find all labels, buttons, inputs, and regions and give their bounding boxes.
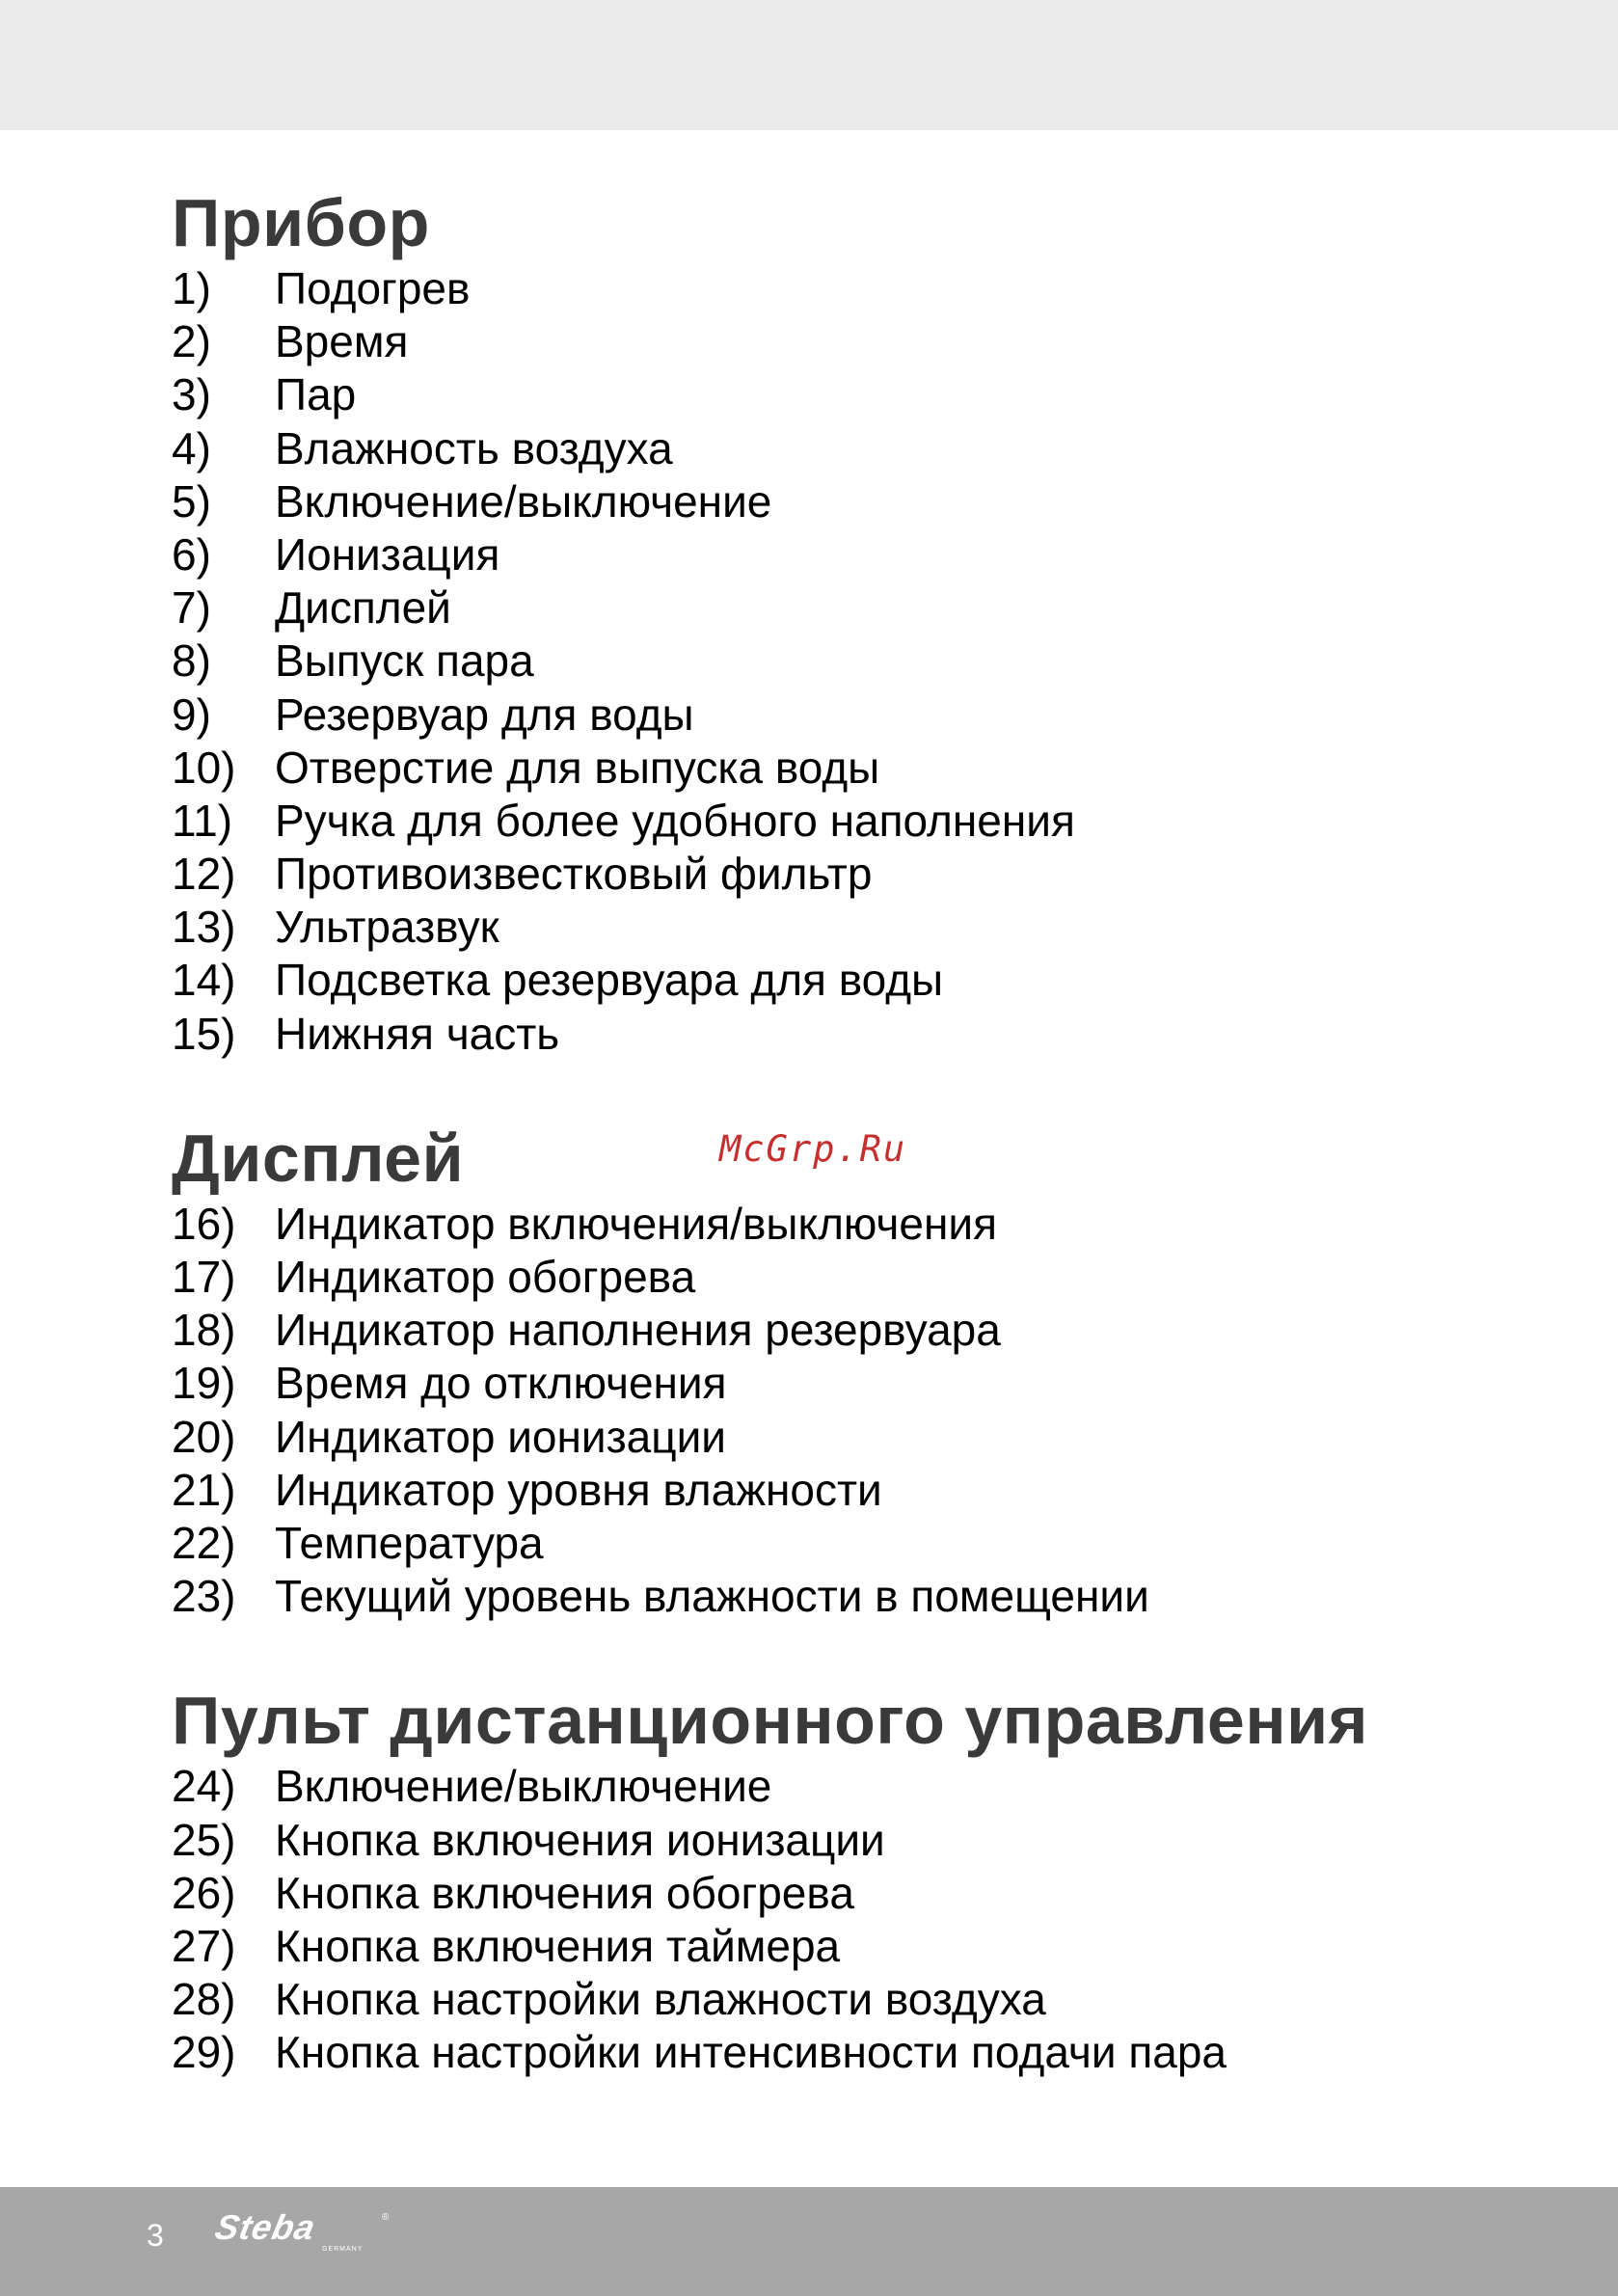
list-item (172, 742, 1541, 795)
item-number: 24) (172, 1761, 236, 1812)
list-item (172, 315, 1541, 368)
item-number: 28) (172, 1974, 236, 2025)
item-label: Влажность воздуха (275, 422, 673, 473)
list-item (172, 1920, 1541, 1973)
item-label: Резервуар для воды (275, 689, 694, 740)
logo-wordmark: Steba (211, 2207, 320, 2247)
list-item (172, 1357, 1541, 1410)
item-label: Включение/выключение (275, 475, 772, 527)
item-label: Время до отключения (275, 1358, 727, 1409)
list-item (172, 1008, 1541, 1061)
section-spacer (172, 1061, 1541, 1119)
item-label: Отверстие для выпуска воды (275, 742, 880, 793)
item-number: 20) (172, 1411, 236, 1462)
item-number: 22) (172, 1517, 236, 1568)
item-label: Время (275, 316, 409, 367)
footer-band (0, 2187, 1618, 2296)
registered-mark: ® (382, 2212, 390, 2223)
list-item (172, 1570, 1541, 1623)
item-number: 5) (172, 475, 211, 527)
section-title: Пульт дистанционного управления (172, 1683, 1369, 1759)
section-title: Прибор (172, 185, 430, 260)
item-number: 9) (172, 689, 211, 740)
item-label: Нижняя часть (275, 1008, 560, 1059)
item-label: Подогрев (275, 263, 471, 313)
item-number: 18) (172, 1305, 236, 1356)
item-number: 7) (172, 582, 211, 634)
list-item (172, 1867, 1541, 1920)
item-number: 29) (172, 2027, 236, 2078)
list-item (172, 1304, 1541, 1357)
item-label: Ионизация (275, 528, 500, 580)
item-number: 13) (172, 902, 236, 953)
list-item (172, 2026, 1541, 2079)
item-label: Ультразвук (275, 902, 499, 953)
item-label: Текущий уровень влажности в помещении (275, 1571, 1149, 1622)
list-item (172, 635, 1541, 688)
item-label: Индикатор ионизации (275, 1411, 726, 1462)
list-item (172, 422, 1541, 475)
item-label: Включение/выключение (275, 1761, 772, 1812)
section-device (172, 183, 1541, 1061)
list-item (172, 528, 1541, 581)
item-number: 15) (172, 1008, 236, 1059)
list-item (172, 475, 1541, 528)
section-remote-control (172, 1681, 1541, 2079)
remote-buttons-list (172, 1760, 1541, 2079)
item-number: 1) (172, 263, 211, 313)
list-item (172, 848, 1541, 901)
item-label: Кнопка включения ионизации (275, 1814, 885, 1865)
item-number: 23) (172, 1571, 236, 1622)
item-label: Противоизвестковый фильтр (275, 849, 873, 900)
list-item (172, 689, 1541, 742)
list-item (172, 1973, 1541, 2026)
list-item (172, 1517, 1541, 1570)
item-label: Индикатор обогрева (275, 1252, 696, 1302)
list-item (172, 1760, 1541, 1813)
section-display (172, 1119, 1541, 1624)
list-item (172, 1411, 1541, 1464)
list-item (172, 901, 1541, 954)
item-number: 12) (172, 849, 236, 900)
item-label: Дисплей (275, 582, 451, 634)
item-label: Индикатор наполнения резервуара (275, 1305, 1001, 1356)
list-item (172, 1251, 1541, 1304)
list-item (172, 368, 1541, 421)
item-number: 4) (172, 422, 211, 473)
item-label: Индикатор включения/выключения (275, 1198, 997, 1249)
item-label: Кнопка настройки влажности воздуха (275, 1974, 1046, 2025)
item-label: Пар (275, 369, 357, 420)
header-band (0, 0, 1618, 130)
item-label: Выпуск пара (275, 635, 534, 687)
item-label: Кнопка включения обогрева (275, 1867, 854, 1918)
list-item (172, 581, 1541, 635)
item-number: 27) (172, 1920, 236, 1971)
item-label: Индикатор уровня влажности (275, 1464, 882, 1515)
item-number: 17) (172, 1252, 236, 1302)
item-number: 25) (172, 1814, 236, 1865)
display-indicators-list (172, 1198, 1541, 1624)
item-number: 11) (172, 795, 233, 846)
list-item (172, 795, 1541, 848)
section-spacer (172, 1623, 1541, 1681)
item-number: 26) (172, 1867, 236, 1918)
list-item (172, 1464, 1541, 1517)
list-item (172, 954, 1541, 1007)
steba-logo (211, 2207, 390, 2256)
list-item (172, 1814, 1541, 1867)
item-number: 21) (172, 1464, 236, 1515)
item-number: 19) (172, 1358, 236, 1409)
item-label: Подсветка резервуара для воды (275, 955, 944, 1006)
item-number: 8) (172, 635, 211, 687)
item-number: 10) (172, 742, 236, 793)
item-number: 6) (172, 528, 211, 580)
device-parts-list (172, 262, 1541, 1061)
item-label: Температура (275, 1517, 544, 1568)
item-number: 16) (172, 1198, 236, 1249)
item-number: 2) (172, 316, 211, 367)
section-title: Дисплей (172, 1120, 465, 1196)
page-number: 3 (147, 2218, 164, 2253)
list-item (172, 262, 1541, 315)
item-label: Кнопка включения таймера (275, 1920, 841, 1971)
item-label: Ручка для более удобного наполнения (275, 795, 1075, 846)
item-number: 3) (172, 369, 211, 420)
logo-subtext: GERMANY (322, 2246, 364, 2253)
watermark: McGrp.Ru (719, 1128, 907, 1170)
list-item (172, 1198, 1541, 1251)
item-number: 14) (172, 955, 236, 1006)
item-label: Кнопка настройки интенсивности подачи пара (275, 2027, 1227, 2078)
